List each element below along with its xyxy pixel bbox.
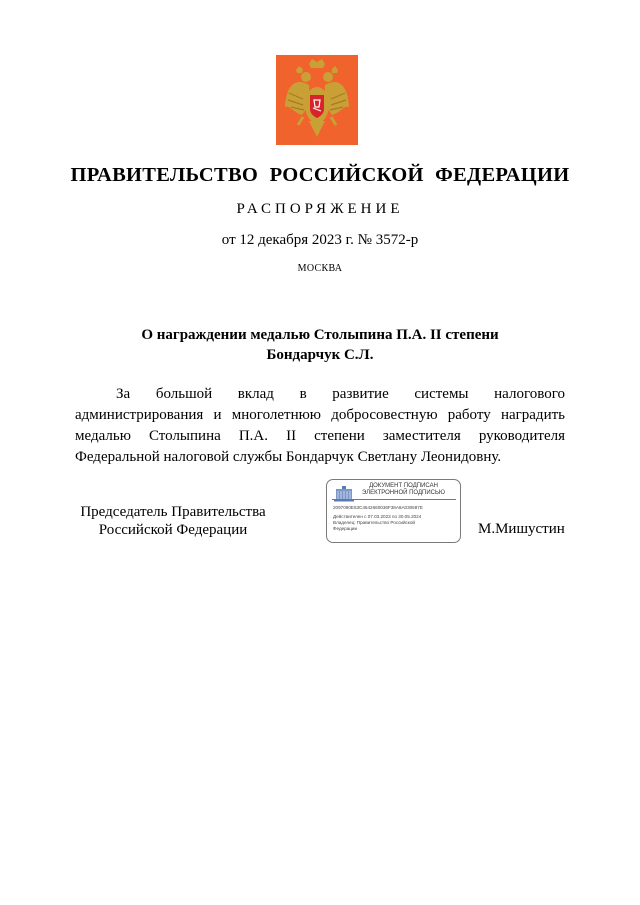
state-emblem-icon bbox=[276, 55, 358, 145]
position-line-1: Председатель Правительства bbox=[80, 504, 266, 520]
government-title: ПРАВИТЕЛЬСТВО РОССИЙСКОЙ ФЕДЕРАЦИИ bbox=[70, 164, 570, 186]
document-date-number: от 12 декабря 2023 г. № 3572-р bbox=[221, 232, 419, 248]
document-subject bbox=[0, 325, 640, 365]
certificate-serial: 2097090E53C4642660036F38A8A030687E bbox=[333, 505, 423, 510]
position-line-2: Российской Федерации bbox=[98, 522, 248, 538]
stamp-title-line-2: ЭЛЕКТРОННОЙ ПОДПИСЬЮ bbox=[362, 490, 445, 496]
stamp-divider bbox=[332, 499, 456, 500]
document-type: РАСПОРЯЖЕНИЕ bbox=[236, 201, 404, 217]
issue-city: МОСКВА bbox=[297, 263, 343, 274]
electronic-signature-stamp bbox=[326, 479, 461, 543]
certificate-owner-line-2: Федерации bbox=[333, 526, 358, 531]
stamp-title bbox=[327, 483, 462, 497]
certificate-owner-line-1: Владелец: Правительство Российской bbox=[333, 520, 415, 525]
subject-line-2: Бондарчук С.Л. bbox=[266, 347, 374, 363]
certificate-validity: Действителен с 07.03.2023 по 30.05.2024 bbox=[333, 514, 422, 519]
signatory-position bbox=[78, 503, 268, 539]
subject-line-1: О награждении медалью Столыпина П.А. II степени bbox=[141, 327, 499, 343]
stamp-title-line-1: ДОКУМЕНТ ПОДПИСАН bbox=[369, 483, 438, 489]
signatory-name: М.Мишустин bbox=[478, 521, 565, 537]
order-body-text: За большой вклад в развитие системы налогового администрирования и многолетнюю добросовестную работу наградить медалью Столыпина П.А. II степени заместителя руководителя Федеральной налоговой службы Бондарчук Светлану Леонидовну. bbox=[75, 386, 565, 465]
